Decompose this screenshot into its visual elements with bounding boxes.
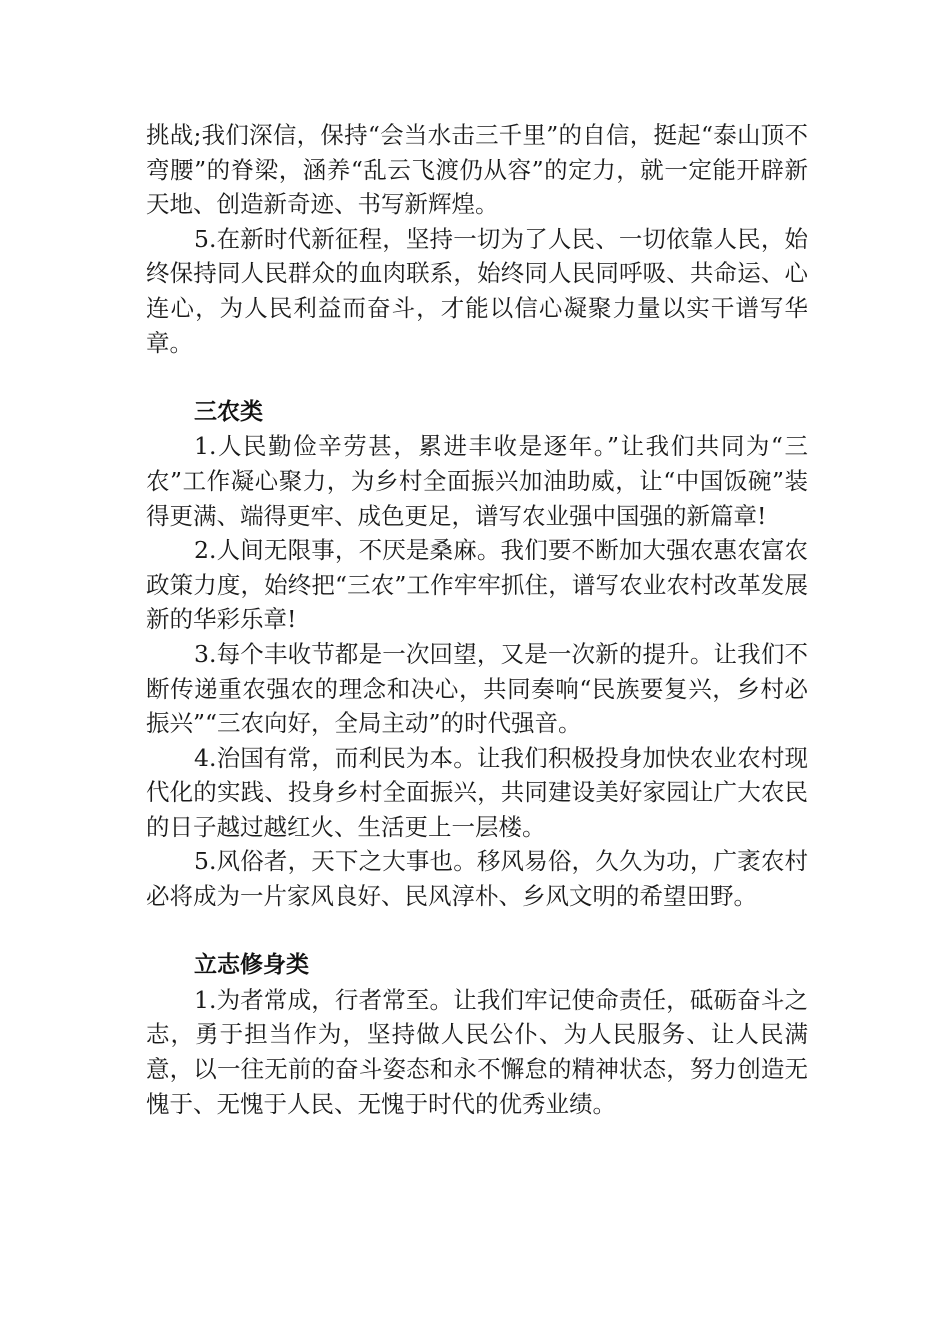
section-sannong	[146, 395, 808, 914]
paragraph-item-4: 4.治国有常，而利民为本。让我们积极投身加快农业农村现代化的实践、投身乡村全面振兴，共同建设美好家园让广大农民的日子越过越红火、生活更上一层楼。	[146, 743, 808, 841]
section-heading: 立志修身类	[194, 952, 309, 979]
paragraph-continuation: 挑战;我们深信，保持“会当水击三千里”的自信，挺起“泰山顶不弯腰”的脊梁，涵养“乱云飞渡仍从容”的定力，就一定能开辟新天地、创造新奇迹、书写新辉煌。	[146, 121, 808, 219]
paragraph-item-2: 2.人间无限事，不厌是桑麻。我们要不断加大强农惠农富农政策力度，始终把“三农”工作牢牢抓住，谱写农业农村改革发展新的华彩乐章!	[146, 536, 808, 634]
section-heading: 三农类	[194, 398, 263, 425]
paragraph-item-3: 3.每个丰收节都是一次回望，又是一次新的提升。让我们不断传递重农强农的理念和决心，共同奏响“民族要复兴，乡村必振兴”“三农向好，全局主动”的时代强音。	[146, 639, 808, 738]
paragraph-item-1: 1.人民勤俭辛劳甚，累进丰收是逐年。”让我们共同为“三农”工作凝心聚力，为乡村全面振兴加油助威，让“中国饭碗”装得更满、端得更牢、成色更足，谱写农业强中国强的新篇章!	[146, 432, 808, 530]
paragraph-item-5: 5.在新时代新征程，坚持一切为了人民、一切依靠人民，始终保持同人民群众的血肉联系，始终同人民同呼吸、共命运、心连心，为人民利益而奋斗，才能以信心凝聚力量以实干谱写华章。	[146, 224, 808, 357]
paragraph-item-5: 5.风俗者，天下之大事也。移风易俗，久久为功，广袤农村必将成为一片家风良好、民风淳朴、乡风文明的希望田野。	[146, 847, 808, 911]
document-page	[146, 118, 808, 1121]
section-lizhi-xiushen	[146, 948, 808, 1121]
paragraph-item-1: 1.为者常成，行者常至。让我们牢记使命责任，砥砺奋斗之志，勇于担当作为，坚持做人民公仆、为人民服务、让人民满意，以一往无前的奋斗姿态和永不懈怠的精神状态，努力创造无愧于、无愧于人民、无愧于时代的优秀业绩。	[146, 985, 808, 1118]
